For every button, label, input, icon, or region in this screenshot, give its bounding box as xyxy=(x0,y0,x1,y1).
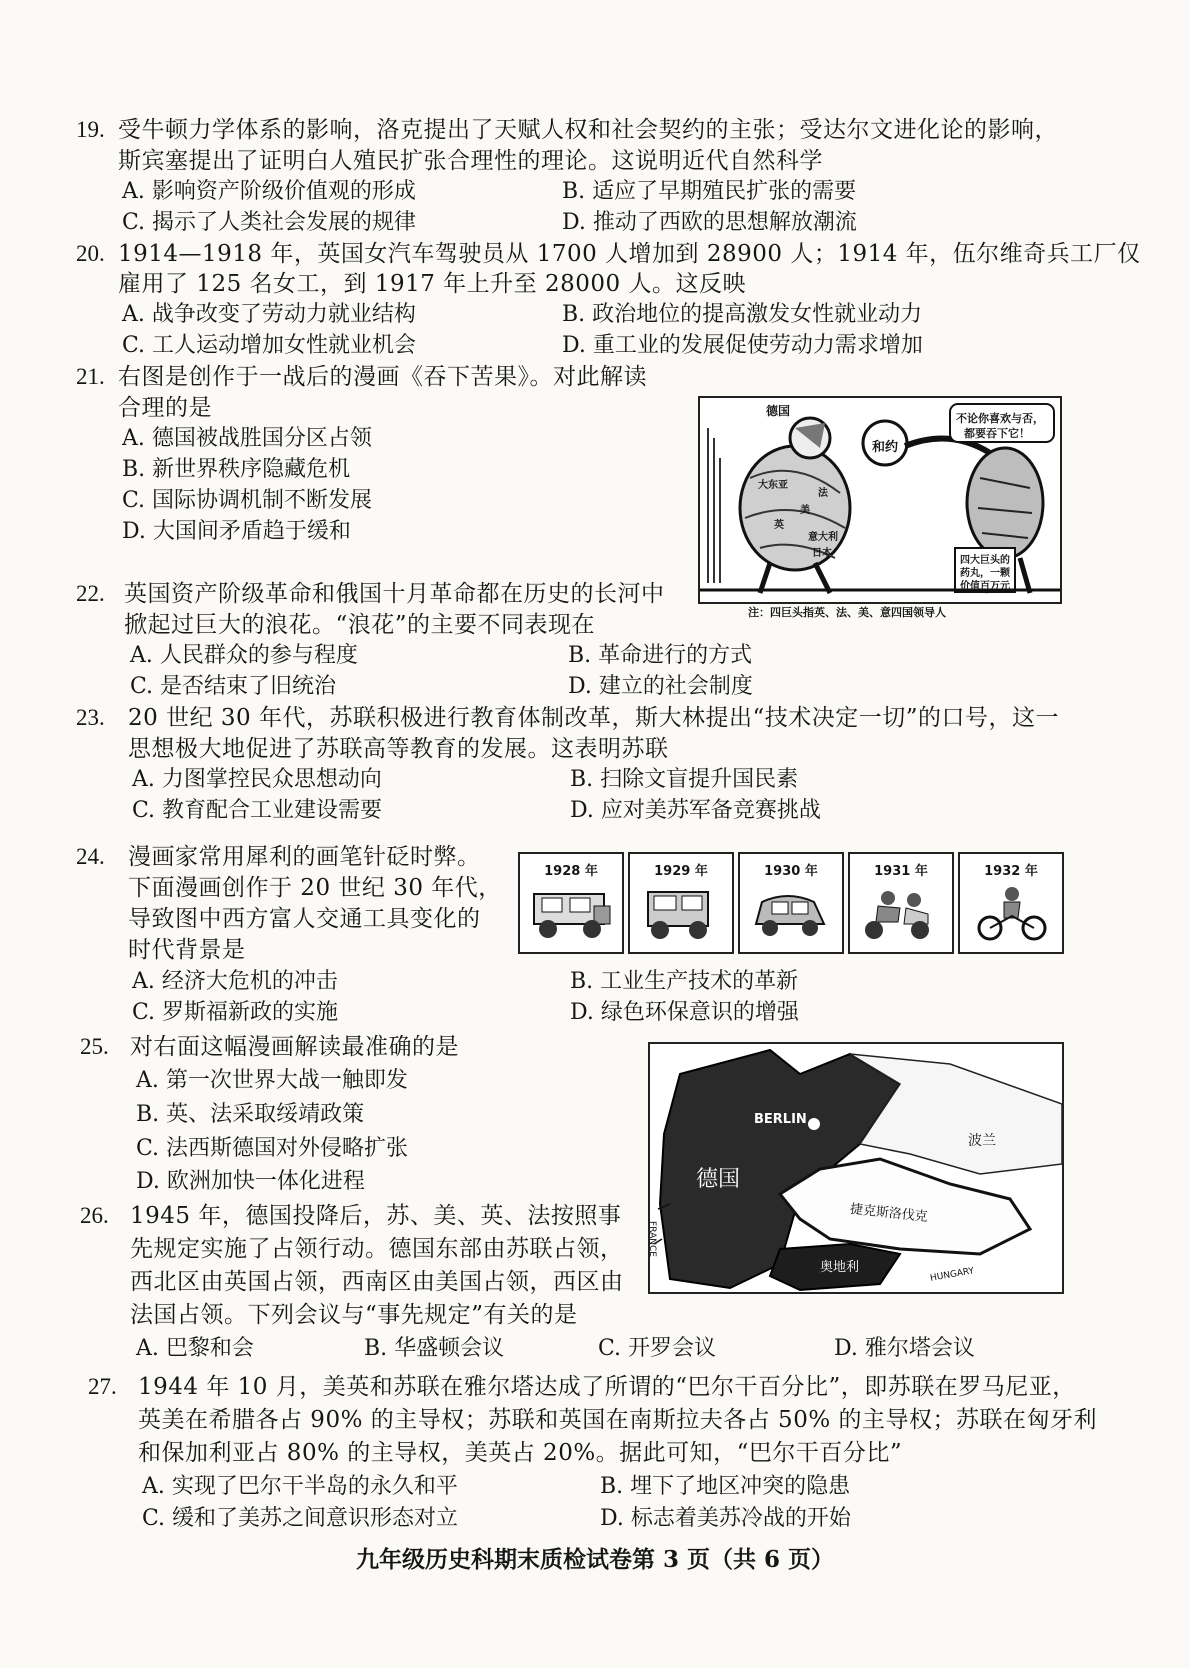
limousine-icon xyxy=(528,884,614,944)
question-19-option-b[interactable]: B. 适应了早期殖民扩张的需要 xyxy=(562,179,857,204)
cartoon-body-word-1: 大东亚 xyxy=(758,480,788,491)
question-23-option-c[interactable]: C. 教育配合工业建设需要 xyxy=(132,798,383,823)
cartoon-body-word-3: 美 xyxy=(800,505,810,516)
question-25-option-b[interactable]: B. 英、法采取绥靖政策 xyxy=(136,1102,365,1127)
cartoon-speech-line-1: 不论你喜欢与否， xyxy=(956,412,1044,425)
question-26-stem-line-2: 先规定实施了占领行动。德国东部由苏联占领， xyxy=(130,1236,624,1262)
question-22-stem-line-2: 掀起过巨大的浪花。“浪花”的主要不同表现在 xyxy=(124,612,596,638)
cartoon-body-word-5: 意大利 xyxy=(808,532,838,543)
cartoon-body-word-2: 法 xyxy=(818,488,828,499)
question-21-option-b[interactable]: B. 新世界秩序隐藏危机 xyxy=(122,457,351,482)
question-26-option-b[interactable]: B. 华盛顿会议 xyxy=(364,1336,505,1361)
question-20-option-d[interactable]: D. 重工业的发展促使劳动力需求增加 xyxy=(562,333,923,358)
map-label-hungary: HUNGARY xyxy=(929,1266,975,1284)
question-26-option-c[interactable]: C. 开罗会议 xyxy=(598,1336,717,1361)
question-27-stem-line-3: 和保加利亚占 80% 的主导权，美英占 20%。据此可知，“巴尔干百分比” xyxy=(138,1440,903,1466)
map-label-france: FRANCE xyxy=(646,1221,657,1257)
map-label-austria: 奥地利 xyxy=(820,1260,860,1275)
vehicle-panel-1930 xyxy=(738,852,844,954)
question-24-stem-line-4: 时代背景是 xyxy=(128,937,246,963)
question-24-option-d[interactable]: D. 绿色环保意识的增强 xyxy=(570,1000,799,1025)
question-21-option-d[interactable]: D. 大国间矛盾趋于缓和 xyxy=(122,519,351,544)
question-26-stem-line-1: 1945 年，德国投降后，苏、美、英、法按照事 xyxy=(130,1203,622,1229)
question-24-option-c[interactable]: C. 罗斯福新政的实施 xyxy=(132,1000,339,1025)
question-25-option-c[interactable]: C. 法西斯德国对外侵略扩张 xyxy=(136,1136,409,1161)
question-22-number: 22. xyxy=(76,581,105,606)
question-19-stem-line-2: 斯宾塞提出了证明白人殖民扩张合理性的理论。这说明近代自然科学 xyxy=(118,148,823,174)
question-25-option-d[interactable]: D. 欧洲加快一体化进程 xyxy=(136,1169,365,1194)
question-27-stem-line-1: 1944 年 10 月，美英和苏联在雅尔塔达成了所谓的“巴尔干百分比”，即苏联在罗马尼亚， xyxy=(138,1374,1076,1400)
cartoon-note: 注：四巨头指英、法、美、意四国领导人 xyxy=(748,606,946,619)
panel-year-1928: 1928 年 xyxy=(544,864,598,879)
question-23-option-d[interactable]: D. 应对美苏军备竞赛挑战 xyxy=(570,798,821,823)
question-24-stem-line-1: 漫画家常用犀利的画笔针砭时弊。 xyxy=(128,844,481,870)
panel-year-1929: 1929 年 xyxy=(654,864,708,879)
question-24-stem-line-2: 下面漫画创作于 20 世纪 30 年代， xyxy=(128,875,502,901)
vehicle-panel-1929 xyxy=(628,852,734,954)
map-label-poland: 波兰 xyxy=(968,1133,996,1149)
question-19-option-c[interactable]: C. 揭示了人类社会发展的规律 xyxy=(122,210,417,235)
panel-year-1932: 1932 年 xyxy=(984,864,1038,879)
question-26-stem-line-3: 西北区由英国占领，西南区由美国占领，西区由 xyxy=(130,1269,624,1295)
question-22-option-a[interactable]: A. 人民群众的参与程度 xyxy=(130,643,358,668)
question-19-option-a[interactable]: A. 影响资产阶级价值观的形成 xyxy=(122,179,416,204)
question-26-option-a[interactable]: A. 巴黎和会 xyxy=(136,1336,254,1361)
question-25-stem-line-1: 对右面这幅漫画解读最准确的是 xyxy=(130,1034,459,1060)
question-20-option-a[interactable]: A. 战争改变了劳动力就业结构 xyxy=(122,302,416,327)
cartoon-pedestal-line-1: 四大巨头的 xyxy=(960,555,1010,566)
panel-year-1931: 1931 年 xyxy=(874,864,928,879)
question-26-option-d[interactable]: D. 雅尔塔会议 xyxy=(834,1336,975,1361)
question-20-number: 20. xyxy=(76,241,105,266)
question-20-stem-line-2: 雇用了 125 名女工，到 1917 年上升至 28000 人。这反映 xyxy=(118,271,746,297)
question-27-option-a[interactable]: A. 实现了巴尔干半岛的永久和平 xyxy=(142,1474,458,1499)
cartoon-label-germany: 德国 xyxy=(766,404,791,418)
question-27-option-c[interactable]: C. 缓和了美苏之间意识形态对立 xyxy=(142,1506,459,1531)
question-22-option-d[interactable]: D. 建立的社会制度 xyxy=(568,674,753,699)
cartoon-swallow-bitter-fruit xyxy=(698,396,1062,604)
question-25-number: 25. xyxy=(80,1034,109,1059)
question-19-number: 19. xyxy=(76,117,105,142)
vehicle-panel-1932 xyxy=(958,852,1064,954)
question-21-stem-line-1: 右图是创作于一战后的漫画《吞下苦果》。对此解读 xyxy=(118,364,647,390)
question-27-number: 27. xyxy=(88,1374,117,1399)
cartoon-pedestal-line-2: 药丸，一颗 xyxy=(960,568,1010,579)
map-label-berlin: BERLIN xyxy=(754,1112,807,1127)
question-26-stem-line-4: 法国占领。下列会议与“事先规定”有关的是 xyxy=(130,1302,578,1328)
question-25-option-a[interactable]: A. 第一次世界大战一触即发 xyxy=(136,1068,408,1093)
question-20-option-c[interactable]: C. 工人运动增加女性就业机会 xyxy=(122,333,417,358)
question-19-option-d[interactable]: D. 推动了西欧的思想解放潮流 xyxy=(562,210,857,235)
question-21-number: 21. xyxy=(76,364,105,389)
question-19-stem-line-1: 受牛顿力学体系的影响，洛克提出了天赋人权和社会契约的主张；受达尔文进化论的影响， xyxy=(118,117,1058,143)
question-27-stem-line-2: 英美在希腊各占 90% 的主导权；苏联和英国在南斯拉夫各占 50% 的主导权；苏联在匈牙利 xyxy=(138,1407,1097,1433)
question-20-stem-line-1: 1914—1918 年，英国女汽车驾驶员从 1700 人增加到 28900 人；1914 年，伍尔维奇兵工厂仅 xyxy=(118,241,1141,267)
question-24-stem-line-3: 导致图中西方富人交通工具变化的 xyxy=(128,906,481,932)
panel-year-1930: 1930 年 xyxy=(764,864,818,879)
motorcycle-sidecar-icon xyxy=(858,884,944,944)
question-24-option-b[interactable]: B. 工业生产技术的革新 xyxy=(570,969,799,994)
bicycle-icon xyxy=(968,884,1054,944)
question-20-option-b[interactable]: B. 政治地位的提高激发女性就业动力 xyxy=(562,302,923,327)
question-22-option-c[interactable]: C. 是否结束了旧统治 xyxy=(130,674,337,699)
map-label-czechoslovakia: 捷克斯洛伐克 xyxy=(849,1201,929,1226)
page-footer: 九年级历史科期末质检试卷第 3 页（共 6 页） xyxy=(355,1546,835,1573)
question-21-stem-line-2: 合理的是 xyxy=(118,395,212,421)
question-23-option-b[interactable]: B. 扫除文盲提升国民素 xyxy=(570,767,799,792)
vehicle-panel-1931 xyxy=(848,852,954,954)
question-24-option-a[interactable]: A. 经济大危机的冲击 xyxy=(132,969,338,994)
question-23-number: 23. xyxy=(76,705,105,730)
vehicle-panel-1928 xyxy=(518,852,624,954)
question-21-option-c[interactable]: C. 国际协调机制不断发展 xyxy=(122,488,373,513)
question-23-option-a[interactable]: A. 力图掌控民众思想动向 xyxy=(132,767,382,792)
germany-map-cartoon xyxy=(648,1042,1064,1294)
cartoon-speech-line-2: 都要吞下它！ xyxy=(964,427,1030,440)
question-21-option-a[interactable]: A. 德国被战胜国分区占领 xyxy=(122,426,372,451)
cartoon-body-word-6: 日本 xyxy=(812,548,832,559)
question-22-stem-line-1: 英国资产阶级革命和俄国十月革命都在历史的长河中 xyxy=(124,581,665,607)
small-car-icon xyxy=(748,884,834,944)
cartoon-body-word-4: 英 xyxy=(774,520,784,531)
cartoon-pedestal-line-3: 价值百万元 xyxy=(960,581,1010,592)
question-27-option-b[interactable]: B. 埋下了地区冲突的隐患 xyxy=(600,1474,851,1499)
question-23-stem-line-2: 思想极大地促进了苏联高等教育的发展。这表明苏联 xyxy=(128,736,669,762)
question-22-option-b[interactable]: B. 革命进行的方式 xyxy=(568,643,753,668)
cartoon-pill-label: 和约 xyxy=(872,440,899,455)
question-27-option-d[interactable]: D. 标志着美苏冷战的开始 xyxy=(600,1506,851,1531)
question-26-number: 26. xyxy=(80,1203,109,1228)
question-23-stem-line-1: 20 世纪 30 年代，苏联积极进行教育体制改革，斯大林提出“技术决定一切”的口号，这一 xyxy=(128,705,1059,731)
car-icon xyxy=(638,884,724,944)
question-24-number: 24. xyxy=(76,844,105,869)
map-label-germany: 德国 xyxy=(696,1167,741,1192)
